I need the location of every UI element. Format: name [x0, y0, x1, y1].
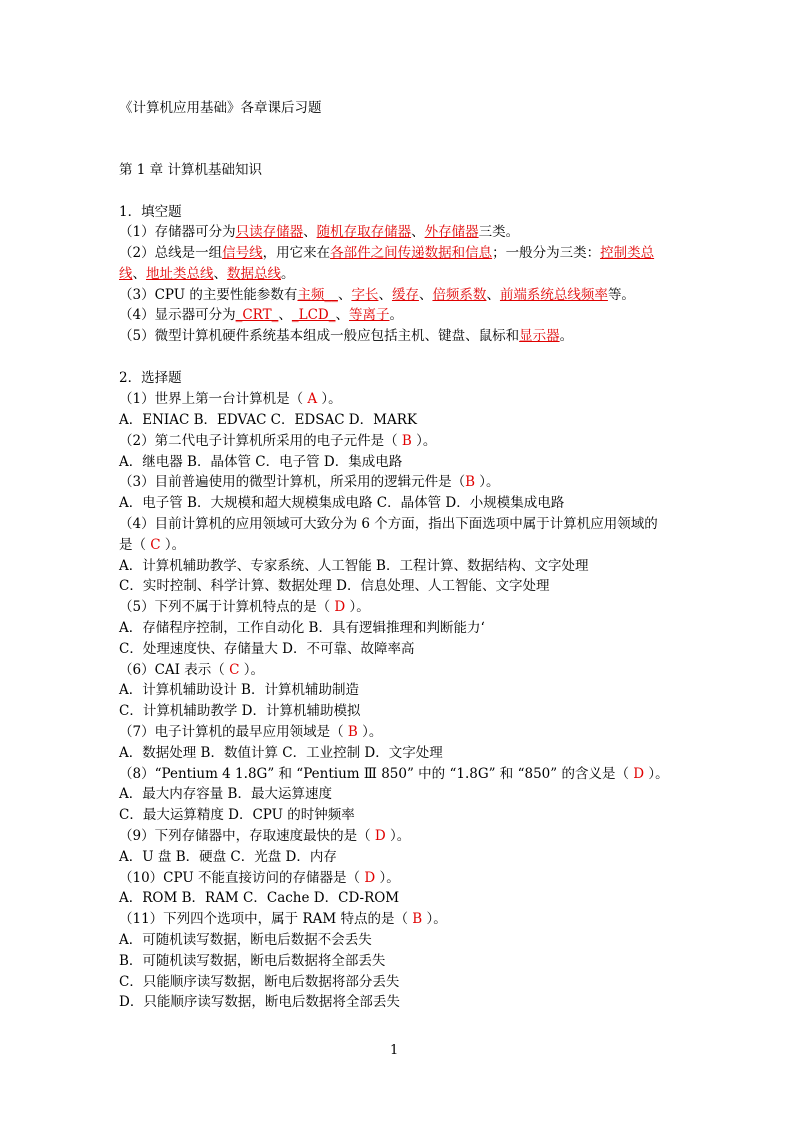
answer-blank: _CRT_ [235, 307, 279, 323]
answer-blank: 倍频系数 [432, 287, 487, 303]
choice-question-11: （11）下列四个选项中，属于 RAM 特点的是（ B ）。 [119, 911, 447, 927]
answer-blank: 显示器 [519, 328, 560, 344]
choice-question-5: （5）下列不属于计算机特点的是（ D ）。 [119, 599, 370, 615]
answer-blank: 信号线 [222, 245, 263, 261]
answer-letter: C [229, 662, 240, 678]
answer-letter: B [412, 911, 423, 927]
answer-letter: D [633, 766, 645, 782]
answer-blank: 前端系统总线频率 [499, 287, 608, 303]
answer-letter: B [347, 724, 358, 740]
page-number: 1 [390, 1043, 399, 1058]
answer-blank: 缓存 [391, 287, 419, 303]
choice-question-4: （4）目前计算机的应用领域可大致分为 6 个方面，指出下面选项中属于计算机应用领域的 [119, 516, 658, 532]
fill-question-2: （2）总线是一组信号线，用它来在各部件之间传递数据和信息；一般分为三类：控制类总 [119, 245, 655, 261]
fill-question-5: （5）微型计算机硬件系统基本组成一般应包括主机、键盘、鼠标和显示器。 [119, 328, 574, 344]
answer-blank: 地址类总线 [146, 266, 214, 282]
choice-options-8a: A．最大内存容量 B．最大运算速度 [119, 786, 332, 802]
choice-question-3: （3）目前普遍使用的微型计算机，所采用的逻辑元件是（B ）。 [119, 474, 500, 490]
answer-letter: D [364, 870, 376, 886]
answer-letter: A [307, 391, 318, 407]
choice-question-8: （8）“Pentium 4 1.8G” 和 “Pentium Ⅲ 850” 中的 “1.8G” 和 “850” 的含义是（ D ）。 [119, 766, 669, 782]
answer-blank: 线 [119, 266, 133, 282]
choice-question-4-cont: 是（ C ）。 [119, 537, 186, 553]
choice-options-8b: C．最大运算精度 D．CPU 的时钟频率 [119, 807, 355, 823]
chapter-heading: 第 1 章 计算机基础知识 [119, 162, 262, 178]
answer-blank: 字长 [351, 287, 379, 303]
answer-blank: 只读存储器 [235, 224, 304, 240]
answer-blank: 等离子 [348, 307, 390, 323]
choice-section-heading: 2．选择题 [119, 370, 182, 386]
choice-options-4b: C．实时控制、科学计算、数据处理 D．信息处理、人工智能、文字处理 [119, 578, 550, 594]
fill-question-3: （3）CPU 的主要性能参数有主频__、字长、缓存、倍频系数、前端系统总线频率等。 [119, 287, 635, 303]
choice-question-6: （6）CAI 表示（ C ）。 [119, 662, 264, 678]
fill-section-heading: 1．填空题 [119, 204, 182, 220]
answer-blank: 外存储器 [424, 224, 479, 240]
choice-option-11b: B．可随机读写数据，断电后数据将全部丢失 [119, 953, 386, 969]
answer-blank: 数据总线 [227, 266, 281, 282]
choice-options-5a: A．存储程序控制，工作自动化 B．具有逻辑推理和判断能力‘ [119, 620, 485, 636]
choice-option-11c: C．只能顺序读写数据，断电后数据将部分丢失 [119, 974, 400, 990]
answer-blank: 控制类总 [600, 245, 655, 261]
answer-blank: _LCD_ [291, 307, 336, 323]
choice-options-3: A．电子管 B．大规模和超大规模集成电路 C．晶体管 D．小规模集成电路 [119, 495, 565, 511]
answer-blank: 随机存取存储器 [316, 224, 412, 240]
choice-question-9: （9）下列存储器中，存取速度最快的是（ D ）。 [119, 828, 411, 844]
choice-options-5b: C．处理速度快、存储量大 D．不可靠、故障率高 [119, 641, 415, 657]
choice-option-11d: D．只能顺序读写数据，断电后数据将全部丢失 [119, 994, 400, 1010]
choice-options-2: A．继电器 B．晶体管 C．电子管 D．集成电路 [119, 454, 403, 470]
choice-question-7: （7）电子计算机的最早应用领域是（ B ）。 [119, 724, 383, 740]
answer-letter: B [401, 433, 412, 449]
choice-options-6b: C．计算机辅助教学 D．计算机辅助模拟 [119, 703, 361, 719]
choice-options-7: A．数据处理 B．数值计算 C．工业控制 D．文字处理 [119, 745, 443, 761]
choice-options-1: A．ENIAC B．EDVAC C．EDSAC D．MARK [119, 412, 417, 428]
answer-letter: D [334, 599, 346, 615]
choice-question-10: （10）CPU 不能直接访问的存储器是（ D ）。 [119, 870, 400, 886]
choice-option-11a: A．可随机读写数据，断电后数据不会丢失 [119, 932, 372, 948]
fill-question-2-cont: 线、地址类总线、数据总线。 [119, 266, 295, 282]
answer-letter: C [150, 537, 161, 553]
choice-question-2: （2）第二代电子计算机所采用的电子元件是（ B ）。 [119, 433, 437, 449]
choice-question-1: （1）世界上第一台计算机是（ A ）。 [119, 391, 342, 407]
document-title: 《计算机应用基础》各章课后习题 [119, 100, 322, 116]
fill-question-4: （4）显示器可分为_CRT_、_LCD_、等离子。 [119, 307, 403, 323]
choice-options-4a: A．计算机辅助教学、专家系统、人工智能 B．工程计算、数据结构、文字处理 [119, 558, 589, 574]
answer-letter: D [374, 828, 386, 844]
choice-options-10: A．ROM B．RAM C．Cache D．CD-ROM [119, 890, 400, 906]
answer-blank: 主频__ [297, 287, 338, 303]
choice-options-9: A．U 盘 B．硬盘 C．光盘 D．内存 [119, 849, 337, 865]
fill-question-1: （1）存储器可分为只读存储器、随机存取存储器、外存储器三类。 [119, 224, 520, 240]
answer-blank: 各部件之间传递数据和信息 [330, 245, 493, 261]
answer-letter: B [465, 474, 476, 490]
choice-options-6a: A．计算机辅助设计 B．计算机辅助制造 [119, 682, 359, 698]
